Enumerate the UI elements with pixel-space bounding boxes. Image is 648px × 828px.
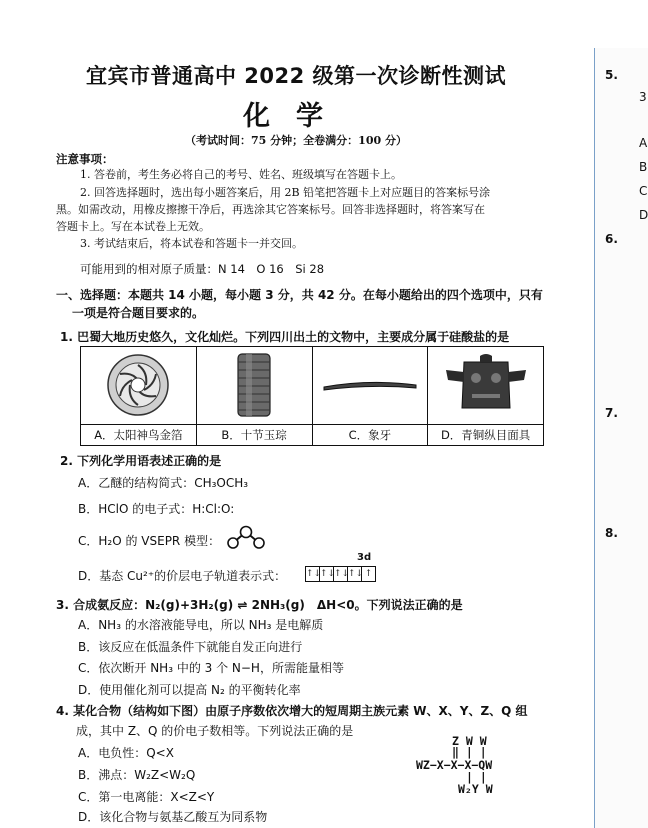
golden-sun-bird-foil-image [85,351,192,419]
bronze-mask-image [432,351,539,419]
right-fragment: C [639,184,648,198]
section-1-line-2: 一项是符合题目要求的。 [72,306,205,320]
atomic-mass-info: 可能用到的相对原子质量：N 14 O 16 Si 28 [80,262,325,276]
question-3-option-b: B．该反应在低温条件下就能自发正向进行 [78,640,303,654]
ivory-image [317,351,424,419]
relic-caption-a: A．太阳神鸟金箔 [81,424,196,445]
jade-cong-image [201,351,308,419]
right-question-8: 8. [605,526,618,540]
relic-cell-c [313,347,429,445]
orbital-box: ↑↓ [333,566,348,582]
vsepr-model-icon [226,524,266,554]
right-fragment: D [639,208,648,222]
question-4-option-b: B．沸点：W₂Z<W₂Q [78,768,196,782]
orbital-label: 3d [357,552,372,563]
structure-bottom-row: W₂Y W [458,782,493,796]
compound-structure-diagram [412,734,552,804]
note-3: 3. 考试结束后，将本试卷和答题卡一并交回。 [80,237,303,250]
question-3-stem: 3. 合成氨反应：N₂(g)+3H₂(g) ⇌ 2NH₃(g) ΔH<0。下列说法正确的是 [56,598,463,612]
structure-top-bonds: ‖ | | [452,745,487,759]
exam-page-right-edge [594,48,648,828]
relic-caption-c: C．象牙 [313,424,428,445]
orbital-box: ↑ [361,566,376,582]
question-4-stem-line-1: 4. 某化合物（结构如下图）由原子序数依次增大的短周期主族元素 W、X、Y、Z、Q 组 [56,704,528,718]
question-3-option-d: D．使用催化剂可以提高 N₂ 的平衡转化率 [78,683,301,697]
right-fragment: A [639,136,648,150]
right-fragment: 3 [639,90,647,104]
note-2-line-2: 黑。如需改动，用橡皮擦擦干净后，再选涂其它答案标号。回答非选择题时，将答案写在 [56,203,485,216]
orbital-box: ↑↓ [319,566,334,582]
right-question-5: 5. [605,68,618,82]
note-2-line-3: 答题卡上。写在本试卷上无效。 [56,220,210,233]
relic-cell-a [81,347,197,445]
note-2-line-1: 2. 回答选择题时，选出每小题答案后，用 2B 铅笔把答题卡上对应题目的答案标号涂 [80,186,491,199]
right-fragment: B [639,160,648,174]
question-3-option-a: A．NH₃ 的水溶液能导电，所以 NH₃ 是电解质 [78,618,324,632]
question-2-option-d: D．基态 Cu²⁺的价层电子轨道表示式： [78,569,287,583]
question-2-option-a: A．乙醚的结构简式：CH₃OCH₃ [78,476,249,490]
structure-middle-row: WZ−X−X−X−QW [416,758,493,772]
relic-image-table [80,346,544,446]
question-4-stem-line-2: 成，其中 Z、Q 的价电子数相等。下列说法正确的是 [76,724,354,738]
structure-top-row: Z W W [452,734,487,748]
question-4-option-c: C．第一电离能：X<Z<Y [78,790,215,804]
question-2-option-b: B．HClO 的电子式：H:Cl:O: [78,502,235,516]
notes-heading: 注意事项： [56,152,114,166]
question-2-stem: 2. 下列化学用语表述正确的是 [60,454,222,468]
subject-title: 化学 [243,101,349,132]
structure-bottom-bonds: | | [466,770,487,784]
question-1-stem: 1. 巴蜀大地历史悠久，文化灿烂。下列四川出土的文物中，主要成分属于硅酸盐的是 [60,330,510,344]
exam-title: 宜宾市普通高中 2022 级第一次诊断性测试 [85,64,507,88]
exam-info: （考试时间：75 分钟；全卷满分：100 分） [185,134,407,147]
question-4-option-d: D．该化合物与氨基乙酸互为同系物 [78,810,268,824]
question-3-option-c: C．依次断开 NH₃ 中的 3 个 N−H，所需能量相等 [78,661,344,675]
relic-cell-d [428,347,543,445]
orbital-box: ↑↓ [305,566,320,582]
orbital-diagram [306,566,376,582]
relic-cell-b [197,347,313,445]
section-1-line-1: 一、选择题：本题共 14 小题，每小题 3 分，共 42 分。在每小题给出的四个选项中，只有 [56,288,543,302]
note-1: 1. 答卷前，考生务必将自己的考号、姓名、班级填写在答题卡上。 [80,168,402,181]
right-question-7: 7. [605,406,618,420]
relic-caption-d: D．青铜纵目面具 [428,424,543,445]
right-question-6: 6. [605,232,618,246]
question-4-option-a: A．电负性：Q<X [78,746,174,760]
question-2-option-c: C．H₂O 的 VSEPR 模型： [78,534,221,548]
relic-caption-b: B．十节玉琮 [197,424,312,445]
orbital-box: ↑↓ [347,566,362,582]
